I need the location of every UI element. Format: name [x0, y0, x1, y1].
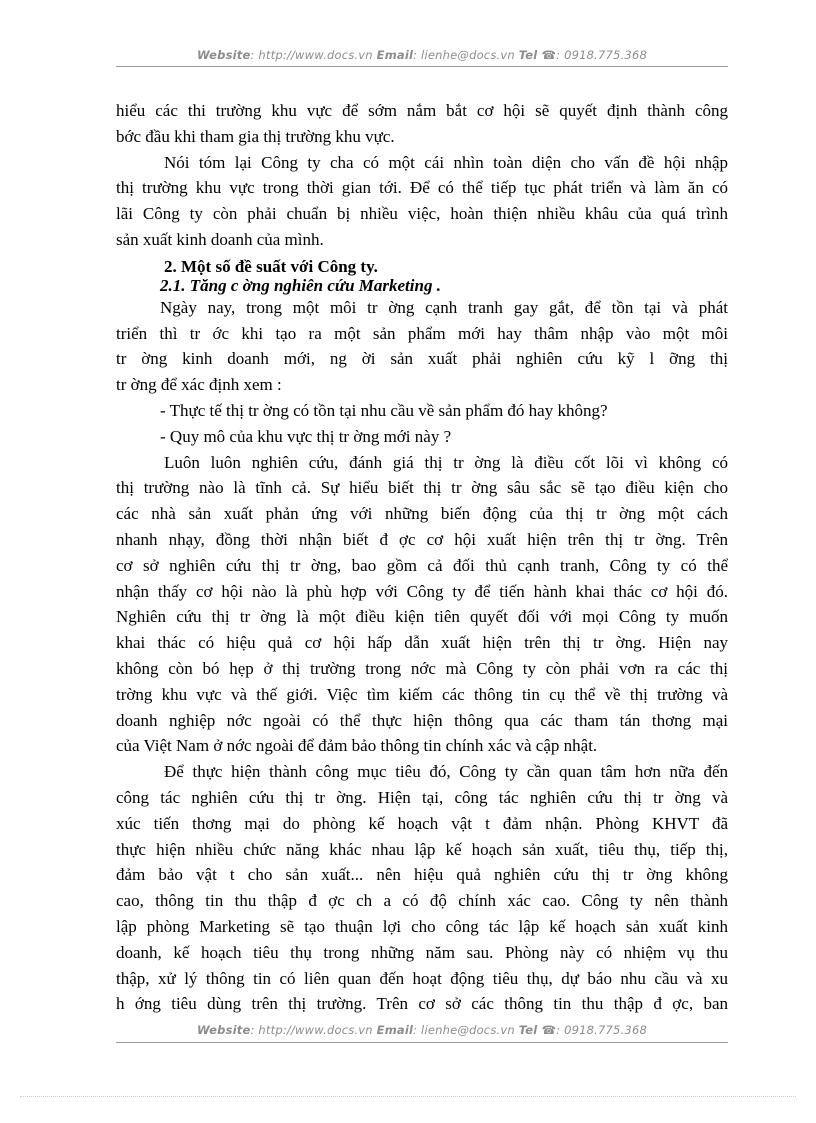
body-line: của Việt Nam ở nớc ngoài để đảm bảo thông tin chính xác và cập nhật.	[116, 736, 598, 756]
body-line: thị trường nào là tĩnh cả. Sự hiểu biết thị tr ờng sâu sắc sẽ tạo điều kiện cho	[116, 478, 728, 498]
body-line: tr ờng để xác định xem :	[116, 375, 282, 395]
body-line: cơ sở nghiên cứu thị tr ờng, bao gồm cả đối thủ cạnh tranh, Công ty có thể	[116, 555, 728, 575]
page-edge	[20, 1096, 796, 1097]
footer-email-label: Email	[376, 1023, 414, 1037]
body-line: doanh, kế hoạch tiêu thụ trong những năm sau. Phòng này có nhiệm vụ thu	[116, 942, 728, 962]
header-tel-label: Tel ☎	[518, 48, 557, 62]
body-line: sản xuất kinh doanh của mình.	[116, 229, 324, 249]
body-line: h ớng tiêu dùng trên thị trường. Trên cơ sở các thông tin thu thập đ ợc, ban	[116, 994, 728, 1014]
body-line: Nghiên cứu thị tr ờng là một điều kiện tiên quyết đối với mọi Công ty muốn	[116, 607, 728, 627]
body-line: lập phòng Marketing sẽ tạo thuận lợi cho công tác lập kế hoạch sản xuất kinh	[116, 916, 728, 936]
header-website-label: Website	[197, 48, 251, 62]
header-divider	[116, 66, 728, 67]
body-line: nhận thấy cơ hội nào là phù hợp với Công ty để tiến hành khai thác cơ hội đó.	[116, 581, 728, 601]
section-heading: 2. Một số đề suất với Công ty.	[164, 256, 378, 276]
header-email-label: Email	[376, 48, 414, 62]
body-line: trờng khu vực và thế giới. Việc tìm kiếm các thông tin cụ thể về thị trường và	[116, 684, 728, 704]
body-line: thập, xử lý thông tin có liên quan đến hoạt động tiêu thụ, dự báo nhu cầu và xu	[116, 968, 728, 988]
body-line: Luôn luôn nghiên cứu, đánh giá thị tr ờng là điều cốt lõi vì không có	[164, 452, 728, 472]
bullet-line: - Quy mô của khu vực thị tr ờng mới này ?	[160, 426, 452, 446]
header-tel-value: : 0918.775.368	[556, 48, 647, 62]
page-footer	[116, 1023, 728, 1037]
body-line: hiểu các thi trường khu vực để sớm nắm bắt cơ hội sẽ quyết định thành công	[116, 101, 728, 120]
body-line: các nhà sản xuất phản ứng với những biến động của thị tr ờng một cách	[116, 504, 728, 524]
body-line: khai thác có hiệu quả cơ hội hấp dẫn xuất hiện trên thị tr ờng. Hiện nay	[116, 633, 728, 653]
body-line: Ngày nay, trong một môi tr ờng cạnh tranh gay gắt, để tồn tại và phát	[160, 297, 728, 317]
body-line: thị trường khu vực trong thời gian tới. Để có thể tiếp tục phát triển và làm ăn có	[116, 178, 728, 198]
footer-website-label: Website	[197, 1023, 251, 1037]
body-line: cao, thông tin thu thập đ ợc ch a có độ chính xác cao. Công ty nên thành	[116, 891, 728, 911]
body-line: tr ờng kinh doanh mới, ng ời sản xuất phải nghiên cứu kỹ l ỡng thị	[116, 349, 728, 369]
footer-divider	[116, 1042, 728, 1043]
header-website-value: : http://www.docs.vn	[250, 48, 373, 62]
body-line: Để thực hiện thành công mục tiêu đó, Công ty cần quan tâm hơn nữa đến	[164, 762, 728, 782]
body-line: lãi Công ty còn phải chuẩn bị nhiều việc, hoàn thiện nhiều khâu của quá trình	[116, 204, 728, 224]
body-line: Nói tóm lại Công ty cha có một cái nhìn toàn diện cho vấn đề hội nhập	[164, 152, 728, 172]
document-body	[116, 98, 728, 1017]
subsection-heading: 2.1. Tăng c ờng nghiên cứu Marketing .	[160, 275, 441, 295]
body-line: thực hiện nhiều chức năng khác nhau lập kế hoạch sản xuất, tiêu thụ, tiếp thị,	[116, 839, 728, 859]
body-line: xúc tiến thơng mại do phòng kế hoạch vật t đảm nhận. Phòng KHVT đã	[116, 813, 728, 833]
footer-email-value: : lienhe@docs.vn	[413, 1023, 515, 1037]
bullet-line: - Thực tế thị tr ờng có tồn tại nhu cầu về sản phẩm đó hay không?	[160, 400, 608, 420]
footer-tel-value: : 0918.775.368	[556, 1023, 647, 1037]
body-line: doanh nghiệp nớc ngoài có thể thực hiện thông qua các tham tán thơng mại	[116, 710, 728, 730]
body-line: nhanh nhạy, đồng thời nhận biết đ ợc cơ hội xuất hiện trên thị tr ờng. Trên	[116, 529, 728, 549]
body-line: triển thì tr ớc khi tạo ra một sản phẩm mới hay thâm nhập vào một môi	[116, 323, 728, 343]
body-line: bớc đầu khi tham gia thị trường khu vực.	[116, 126, 395, 146]
page-header	[116, 48, 728, 62]
body-line: không còn bó hẹp ở thị trường trong nớc mà Công ty còn phải vơn ra các thị	[116, 658, 728, 678]
footer-tel-label: Tel ☎	[518, 1023, 557, 1037]
header-email-value: : lienhe@docs.vn	[413, 48, 515, 62]
footer-website-value: : http://www.docs.vn	[250, 1023, 373, 1037]
body-line: công tác nghiên cứu thị tr ờng. Hiện tại, công tác nghiên cứu thị tr ờng và	[116, 787, 728, 807]
body-line: đảm bảo vật t cho sản xuất... nên hiệu quả nghiên cứu thị tr ờng không	[116, 865, 728, 885]
